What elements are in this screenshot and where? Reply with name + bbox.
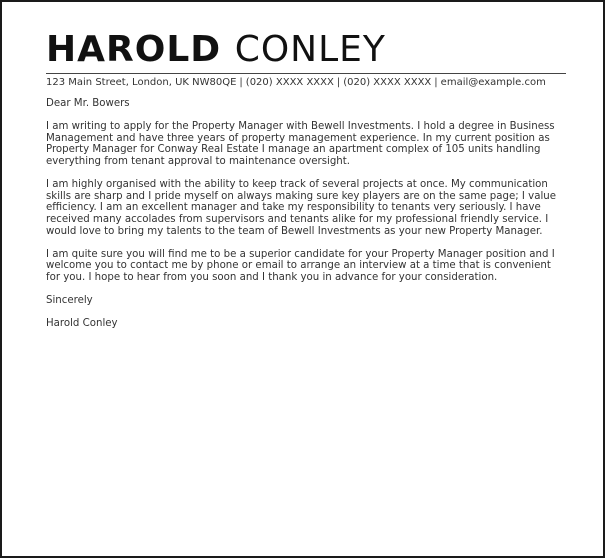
- paragraph-closing-request: I am quite sure you will find me to be a superior candidate for your Property Manager position and I welcome you to contact me by phone or email to arrange an interview at a time that is convenient for you. I hope to hear from you soon and I thank you in advance for your consideration.: [46, 248, 555, 283]
- first-name: HAROLD: [46, 29, 222, 70]
- letter-content: [46, 30, 566, 341]
- closing: Sincerely: [46, 295, 93, 307]
- salutation: Dear Mr. Bowers: [46, 98, 130, 109]
- contact-phone-1: (020) XXXX XXXX: [245, 77, 334, 88]
- paragraph-introduction: I am writing to apply for the Property Manager with Bewell Investments. I hold a degree in Business Management and have three years of property management experience. In my current position as Property Manager for Conway Real Estate I manage an apartment complex of 105 units handling everything from tenant approval to maintenance oversight.: [46, 121, 555, 167]
- paragraph-skills: I am highly organised with the ability to keep track of several projects at once. My communication skills are sharp and I pride myself on always making sure key players are on the same page; I value efficiency. I am an excellent manager and take my responsibility to tenants very seriously. I have received many accolades from supervisors and tenants alike for my professional friendly service. I would love to bring my talents to the team of Bewell Investments as your new Property Manager.: [46, 179, 556, 237]
- contact-separator: |: [336, 77, 341, 88]
- contact-separator: |: [434, 77, 438, 88]
- letter-body: [46, 98, 566, 330]
- contact-separator: |: [239, 77, 243, 88]
- last-name: CONLEY: [234, 29, 386, 70]
- contact-phone-2: (020) XXXX XXXX: [343, 77, 432, 88]
- contact-address: 123 Main Street, London, UK NW80QE: [46, 77, 237, 88]
- signature: Harold Conley: [46, 318, 118, 330]
- contact-email: email@example.com: [440, 77, 546, 88]
- applicant-name: [46, 30, 566, 70]
- contact-line: [46, 73, 566, 89]
